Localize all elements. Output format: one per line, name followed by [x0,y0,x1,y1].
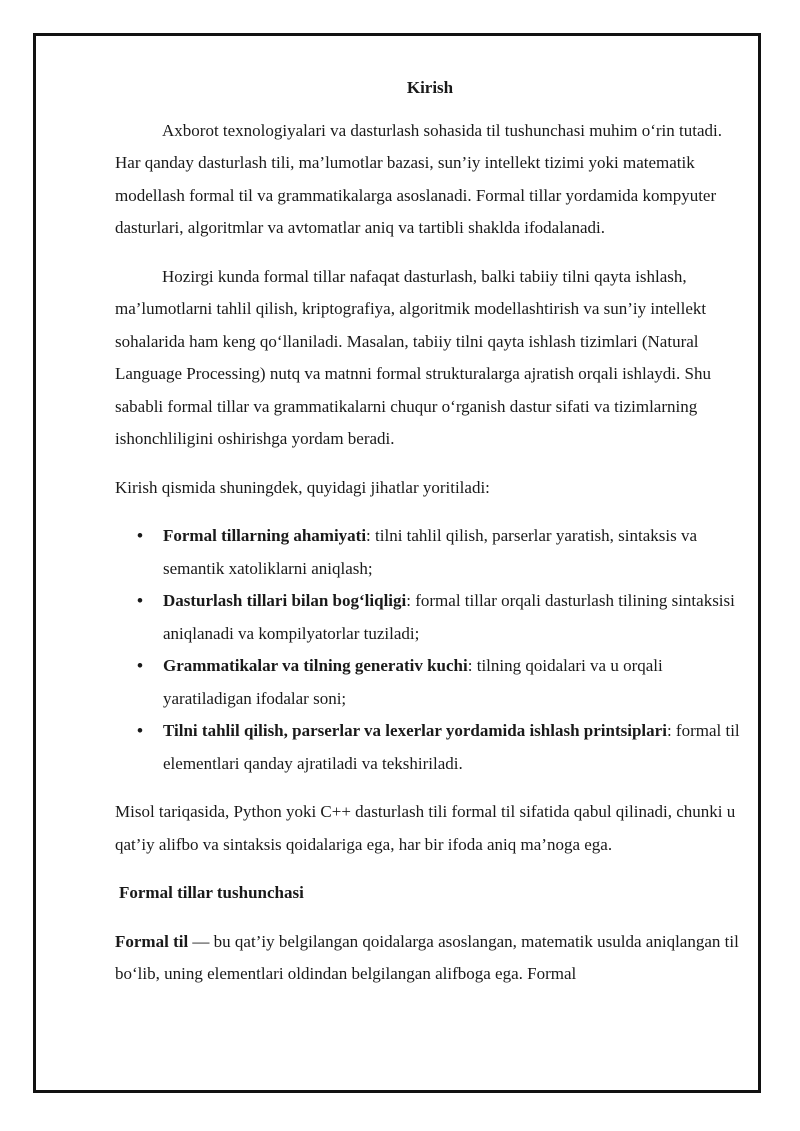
bullet-icon: • [137,721,143,740]
document-title: Kirish [406,78,454,97]
list-item-term: Formal tillarning ahamiyati [163,526,367,545]
bullet-icon: • [137,656,143,675]
section-heading: Formal tillar tushunchasi [119,883,304,902]
list-item [115,520,745,585]
aspects-list [115,520,745,780]
paragraph-applications: Hozirgi kunda formal tillar nafaqat dasturlash, balki tabiiy tilni qayta ishlash, ma’lumotlarni tahlil qilish, kriptografiya, algoritmik modellashtirish va sun’iy intellekt sohalarida ham keng qo‘llaniladi. Masalan, tabiiy tilni qayta ishlash tizimlari (Natural Language Processing) nutq va matnni formal strukturalarga ajratish orqali ishlaydi. Shu sababli formal tillar va grammatikalarni chuqur o‘rganish dastur sifati va tizimlarning ishonchliligini oshirishga yordam beradi. [115,266,711,448]
paragraph-definition [115,926,745,991]
list-item-text: : formal til elementlari qanday ajratiladi va tekshiriladi. [163,721,740,773]
bullet-icon: • [137,591,143,610]
list-item [115,585,745,650]
list-item-term: Grammatikalar va tilning generativ kuchi [163,656,468,675]
paragraph-intro: Axborot texnologiyalari va dasturlash sohasida til tushunchasi muhim o‘rin tutadi. Har qanday dasturlash tili, ma’lumotlar bazasi, sun’iy intellekt tizimi yoki matematik modellash formal til va grammatikalarga asoslanadi. Formal tillar yordamida kompyuter dasturlari, algoritmlar va avtomatlar aniq va tartibli shaklda ifodalanadi. [115,120,722,237]
list-item-term: Dasturlash tillari bilan bog‘liqligi [163,591,407,610]
paragraph-example: Misol tariqasida, Python yoki C++ dasturlash tili formal til sifatida qabul qilinadi, chunki u qat’iy alifbo va sintaksis qoidalariga ega, har bir ifoda aniq ma’noga ega. [115,802,736,854]
list-item [115,715,745,780]
definition-text: — bu qat’iy belgilangan qoidalarga asoslangan, matematik usulda aniqlangan til bo‘lib, uning elementlari oldindan belgilangan alifboga ega. Formal [115,931,739,983]
list-item [115,650,745,715]
document-body [115,72,745,991]
list-item-text: : tilni tahlil qilish, parserlar yaratish, sintaksis va semantik xatoliklarni aniqlash; [163,526,698,578]
list-item-text: : formal tillar orqali dasturlash tilining sintaksisi aniqlanadi va kompilyatorlar tuziladi; [163,591,735,643]
list-item-text: : tilning qoidalari va u orqali yaratiladigan ifodalar soni; [163,656,663,708]
paragraph-list-intro: Kirish qismida shuningdek, quyidagi jihatlar yoritiladi: [115,477,490,497]
list-item-term: Tilni tahlil qilish, parserlar va lexerlar yordamida ishlash printsiplari [163,721,667,740]
definition-term: Formal til [115,931,189,951]
bullet-icon: • [137,526,143,545]
